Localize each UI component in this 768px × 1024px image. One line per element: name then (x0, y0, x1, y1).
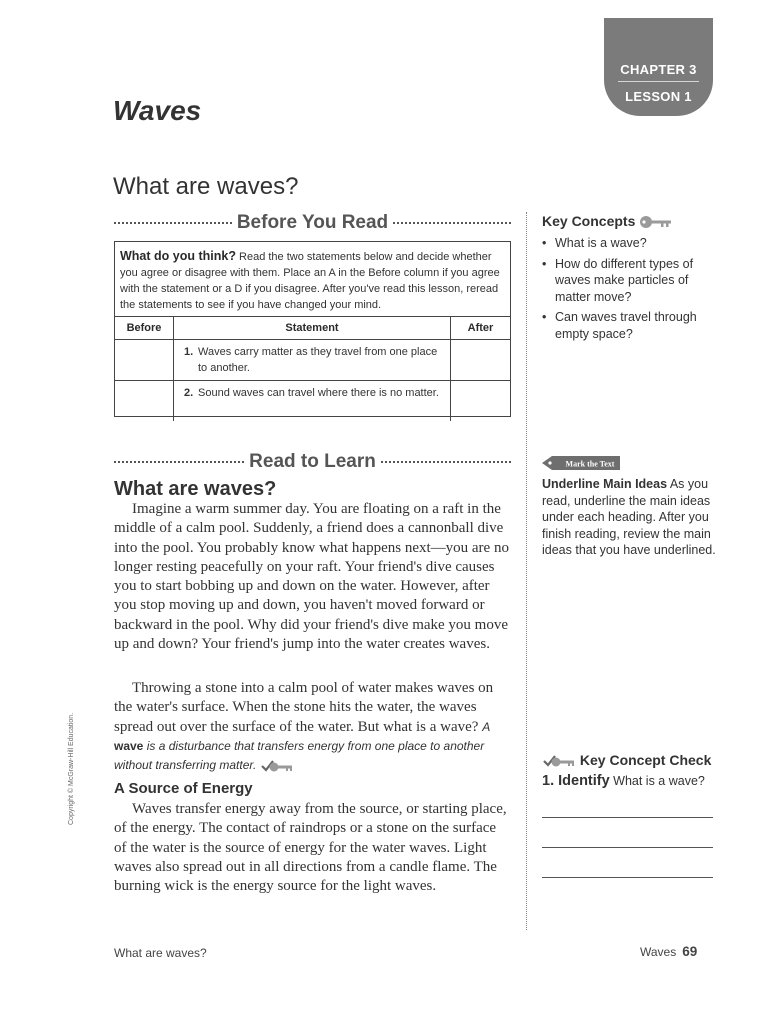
copyright-notice: Copyright © McGraw-Hill Education. (68, 712, 75, 825)
chapter-title: Waves (113, 95, 202, 126)
key-concepts-list (542, 235, 717, 346)
mark-the-text-note (542, 476, 717, 559)
before-column-header: Before (115, 317, 174, 340)
footer-lesson-title: What are waves? (114, 946, 207, 960)
statement-cell (174, 381, 451, 422)
after-answer-cell-1[interactable] (451, 340, 511, 381)
table-row (115, 340, 510, 381)
section-heading-energy-source: A Source of Energy (114, 780, 253, 797)
chapter-label: CHAPTER 3 (620, 62, 697, 77)
anticipation-table (115, 316, 510, 421)
question-number: 1. Identify (542, 773, 610, 789)
statement-text: Waves carry matter as they travel from one place to another. (198, 346, 438, 374)
list-item: • What is a wave? (542, 235, 717, 252)
body-paragraph-3: Waves transfer energy away from the source, or starting place, of the energy. The contact of raindrops or a stone on the surface of the water is the source of energy for the water waves. Light waves also spread out in all directions from a candle flame. The burning wick is the energy source for the light waves. (114, 801, 507, 895)
list-item: • Can waves travel through empty space? (542, 309, 717, 342)
body-paragraph-1: Imagine a warm summer day. You are floating on a raft in the middle of a calm pool. Suddenly, a friend does a cannonball dive into the pool. You probably know what happens next—you are no longer resting peacefully on your raft. Your friend's dive causes you to start bobbing up and down on the water. However, after you stop moving up and down, you haven't moved forward or backward in the pool. Why did your friend's dive make you move up and down? Your friend's jump into the water creates waves. (114, 501, 509, 653)
key-concepts-label: Key Concepts (542, 213, 636, 229)
paragraph-text: Throwing a stone into a calm pool of water makes waves on the water's surface. When the stone hits the water, the waves spread out over the surface of the water. But what is a wave? (114, 680, 494, 735)
definition-text: is a disturbance that transfers energy from one place to another without transferring matter. (114, 738, 485, 773)
mark-the-text-label: Mark the Text (565, 459, 615, 469)
answer-line[interactable] (542, 847, 713, 848)
lesson-title: What are waves? (113, 173, 299, 200)
statement-number: 2. (184, 387, 194, 399)
answer-line[interactable] (542, 817, 713, 818)
before-answer-cell-2[interactable] (115, 381, 174, 422)
footer-page-info (640, 944, 697, 959)
read-to-learn-header (114, 451, 511, 473)
table-header-row (115, 317, 510, 340)
dotted-rule-right (393, 222, 511, 224)
underline-main-ideas-label: Underline Main Ideas (542, 477, 668, 491)
footer-chapter-title: Waves (640, 945, 677, 959)
definition-article: A (482, 719, 490, 734)
check-key-icon (542, 754, 576, 768)
key-concept-check-heading (542, 752, 711, 768)
after-column-header: After (451, 317, 511, 340)
before-answer-cell-1[interactable] (115, 340, 174, 381)
before-you-read-box (114, 241, 511, 417)
check-key-icon (260, 759, 294, 773)
key-concept-check-label: Key Concept Check (579, 752, 712, 768)
body-paragraph-2 (114, 679, 511, 775)
statement-column-header: Statement (174, 317, 451, 340)
statement-number: 1. (184, 346, 194, 358)
list-item: • How do different types of waves make particles of matter move? (542, 256, 717, 306)
question-text: What is a wave? (609, 774, 705, 788)
lesson-label: LESSON 1 (625, 89, 692, 104)
key-icon (639, 215, 673, 229)
key-concepts-heading (542, 213, 673, 229)
page-number: 69 (682, 944, 698, 959)
what-do-you-think-label: What do you think? (120, 249, 236, 263)
dotted-rule-right (381, 461, 511, 463)
mark-the-text-tag (542, 455, 622, 471)
instructions-text: Read the two statements below and decide whether you agree or disagree with them. Place an A in the Before column if you agree with the statement or a D if you disagree. After you've read this lesson, reread the statements to see if you have changed your mind. (120, 251, 500, 311)
before-you-read-header (114, 212, 511, 234)
sidebar-divider (526, 212, 527, 930)
identify-question (542, 773, 705, 789)
read-to-learn-title: Read to Learn (249, 451, 376, 472)
before-you-read-title: Before You Read (236, 212, 389, 233)
answer-line[interactable] (542, 877, 713, 878)
chapter-tab (604, 18, 713, 116)
after-answer-cell-2[interactable] (451, 381, 511, 422)
statement-cell (174, 340, 451, 381)
definition-term: wave (114, 738, 144, 753)
mark-the-text-body: As you read, underline the main ideas under each heading. After you finish reading, review the main ideas that you have underlined. (542, 477, 716, 557)
dotted-rule-left (114, 222, 232, 224)
tab-divider (618, 81, 699, 82)
statement-text: Sound waves can travel where there is no matter. (198, 387, 439, 399)
table-row (115, 381, 510, 422)
anticipation-instructions (120, 248, 505, 313)
section-heading: What are waves? (114, 478, 277, 500)
dotted-rule-left (114, 461, 244, 463)
